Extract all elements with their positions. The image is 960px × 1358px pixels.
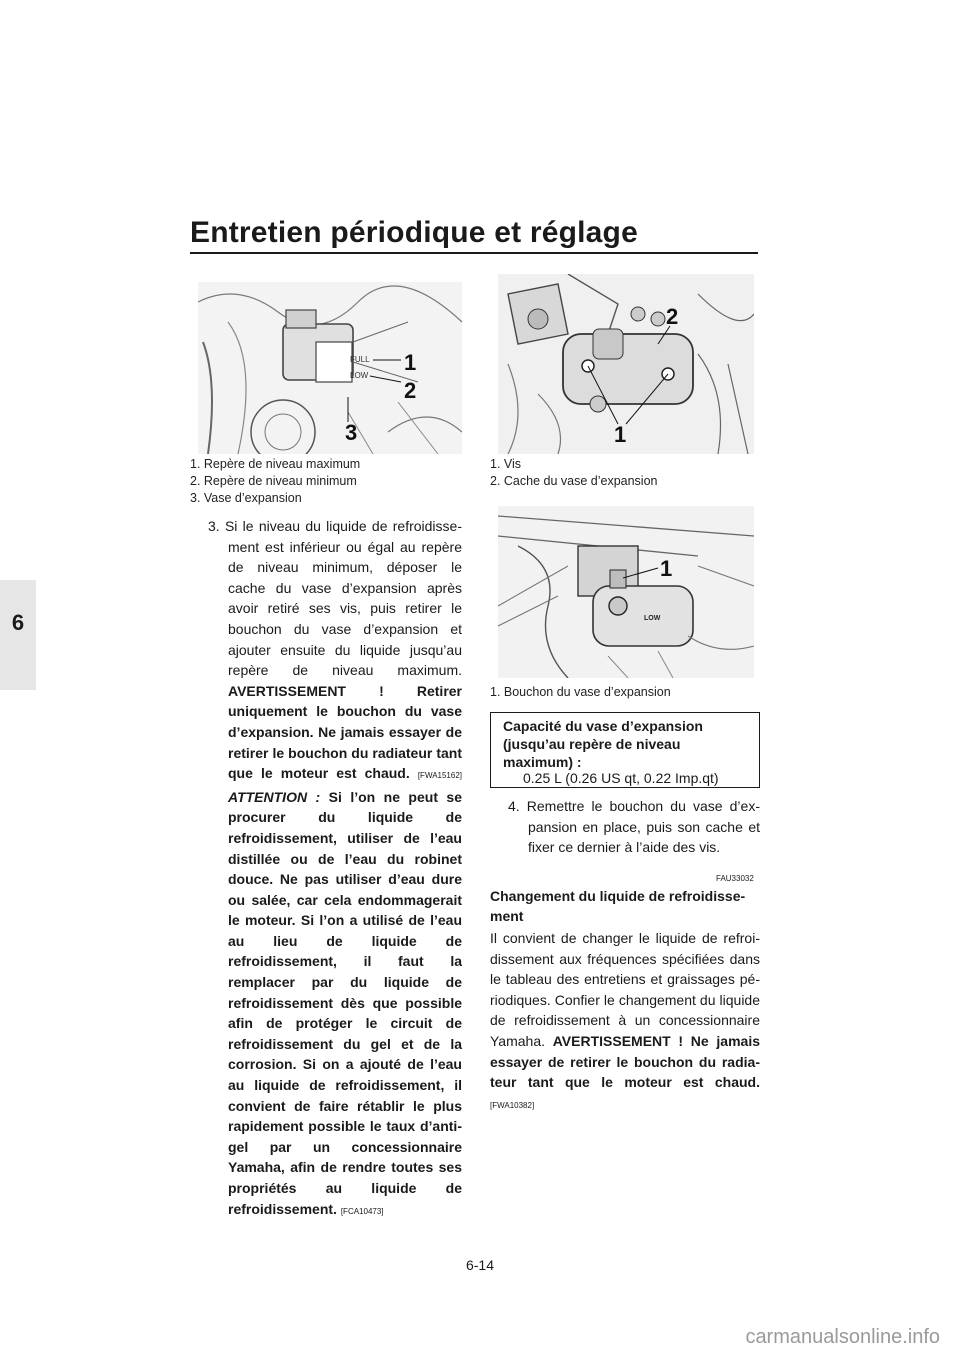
callout-1: 1 — [614, 422, 627, 447]
callout-1: 1 — [660, 556, 673, 581]
caption-item: 1. Repère de niveau maximum — [190, 457, 361, 471]
low-mark-label: LOW — [644, 615, 661, 622]
attention-label: ATTENTION : — [228, 788, 321, 805]
full-mark-label: FULL — [350, 355, 370, 364]
watermark: carmanualsonline.info — [745, 1326, 940, 1348]
header-rule — [190, 252, 758, 254]
section-heading: Changement du liquide de refroidissement — [490, 888, 746, 924]
step-3-paragraph — [208, 516, 462, 1222]
figure2-captions — [490, 456, 657, 490]
capacity-spec-value: 0.25 L (0.26 US qt, 0.22 Imp.qt) — [523, 770, 719, 786]
reservoir-illustration — [198, 282, 462, 454]
step-4-text: 4. Remettre le bouchon du vase d’expansion en place, puis son cache et fixer ce dernier à l’aide des vis. — [508, 798, 760, 856]
capacity-spec-title: Capacité du vase d’expansion (jusqu’au repère de niveau maximum) : — [503, 718, 703, 770]
caption-item: 2. Cache du vase d’expansion — [490, 474, 658, 488]
page-number: 6-14 — [465, 1257, 495, 1273]
section-code: FAU33032 — [716, 874, 754, 883]
caption-item: 3. Vase d’expansion — [190, 491, 302, 505]
callout-2: 2 — [666, 304, 679, 329]
step-3-text: 3. Si le niveau du liquide de refroidissement est inférieur ou égal au repère de niveau minimum, déposer le cache du vase d’expansion après avoir retiré ses vis, puis retirer le bouchon du vase d’expansion et ajouter ensuite du liquide jusqu’au repère de niveau maximum. — [208, 518, 462, 679]
section-warning: AVERTISSEMENT ! Ne jamais essayer de retirer le bouchon du radiateur tant que le moteur est chaud. — [490, 1032, 760, 1091]
section-body — [490, 928, 760, 1116]
warning-code: [FWA15162] — [417, 771, 462, 781]
caption-item: 1. Bouchon du vase d’expansion — [490, 685, 671, 699]
capacity-spec-box — [490, 712, 760, 788]
step-3 — [208, 516, 462, 1222]
warning-text: AVERTISSEMENT ! Retirer uniquement le bouchon du vase d’expansion. Ne jamais essayer de retirer le bouchon du radiateur tant que le moteur est chaud. — [228, 682, 462, 782]
caption-item: 2. Repère de niveau minimum — [190, 474, 357, 488]
section-body-text: Il convient de changer le liquide de refroidissement aux fréquences spécifiées dans le tableau des entretiens et graissages périodiques. Confier le changement du liquide de refroidissement à un concessionnaire Yamaha. — [490, 930, 760, 1049]
step-4 — [508, 796, 760, 858]
attention-text: Si l’on ne peut se procurer du liquide de refroidissement, utiliser de l’eau distillée ou de l’eau du robinet douce. Ne pas utiliser d’eau dure ou salée, car cela endommagerait le moteur. Si l’on a utilisé de l’eau au lieu de liquide de refroidissement, il faut la remplacer par du liquide de refroidissement dès que possible afin de protéger le circuit de refroidissement du gel et de la corrosion. Si on a ajouté de l’eau au liquide de refroidissement, il convient de faire rétablir le plus rapidement possible le taux d’antigel par un concessionnaire Yamaha, afin de rendre toutes ses propriétés au liquide de refroidissement. — [228, 788, 463, 1217]
attention-code: [FCA10473] — [340, 1206, 384, 1216]
figure-reservoir-cap — [498, 506, 754, 678]
cap-illustration — [498, 506, 754, 678]
page-title: Entretien périodique et réglage — [190, 216, 638, 249]
callout-2: 2 — [404, 378, 417, 403]
figure3-captions — [490, 684, 671, 701]
low-mark-label: LOW — [350, 371, 369, 380]
chapter-number: 6 — [11, 610, 25, 635]
caption-item: 1. Vis — [490, 457, 522, 471]
section-warning-code: [FWA10382] — [490, 1100, 535, 1110]
callout-3: 3 — [345, 420, 358, 445]
figure-reservoir-levels — [198, 282, 462, 454]
callout-1: 1 — [404, 350, 417, 375]
figure1-captions — [190, 456, 360, 507]
